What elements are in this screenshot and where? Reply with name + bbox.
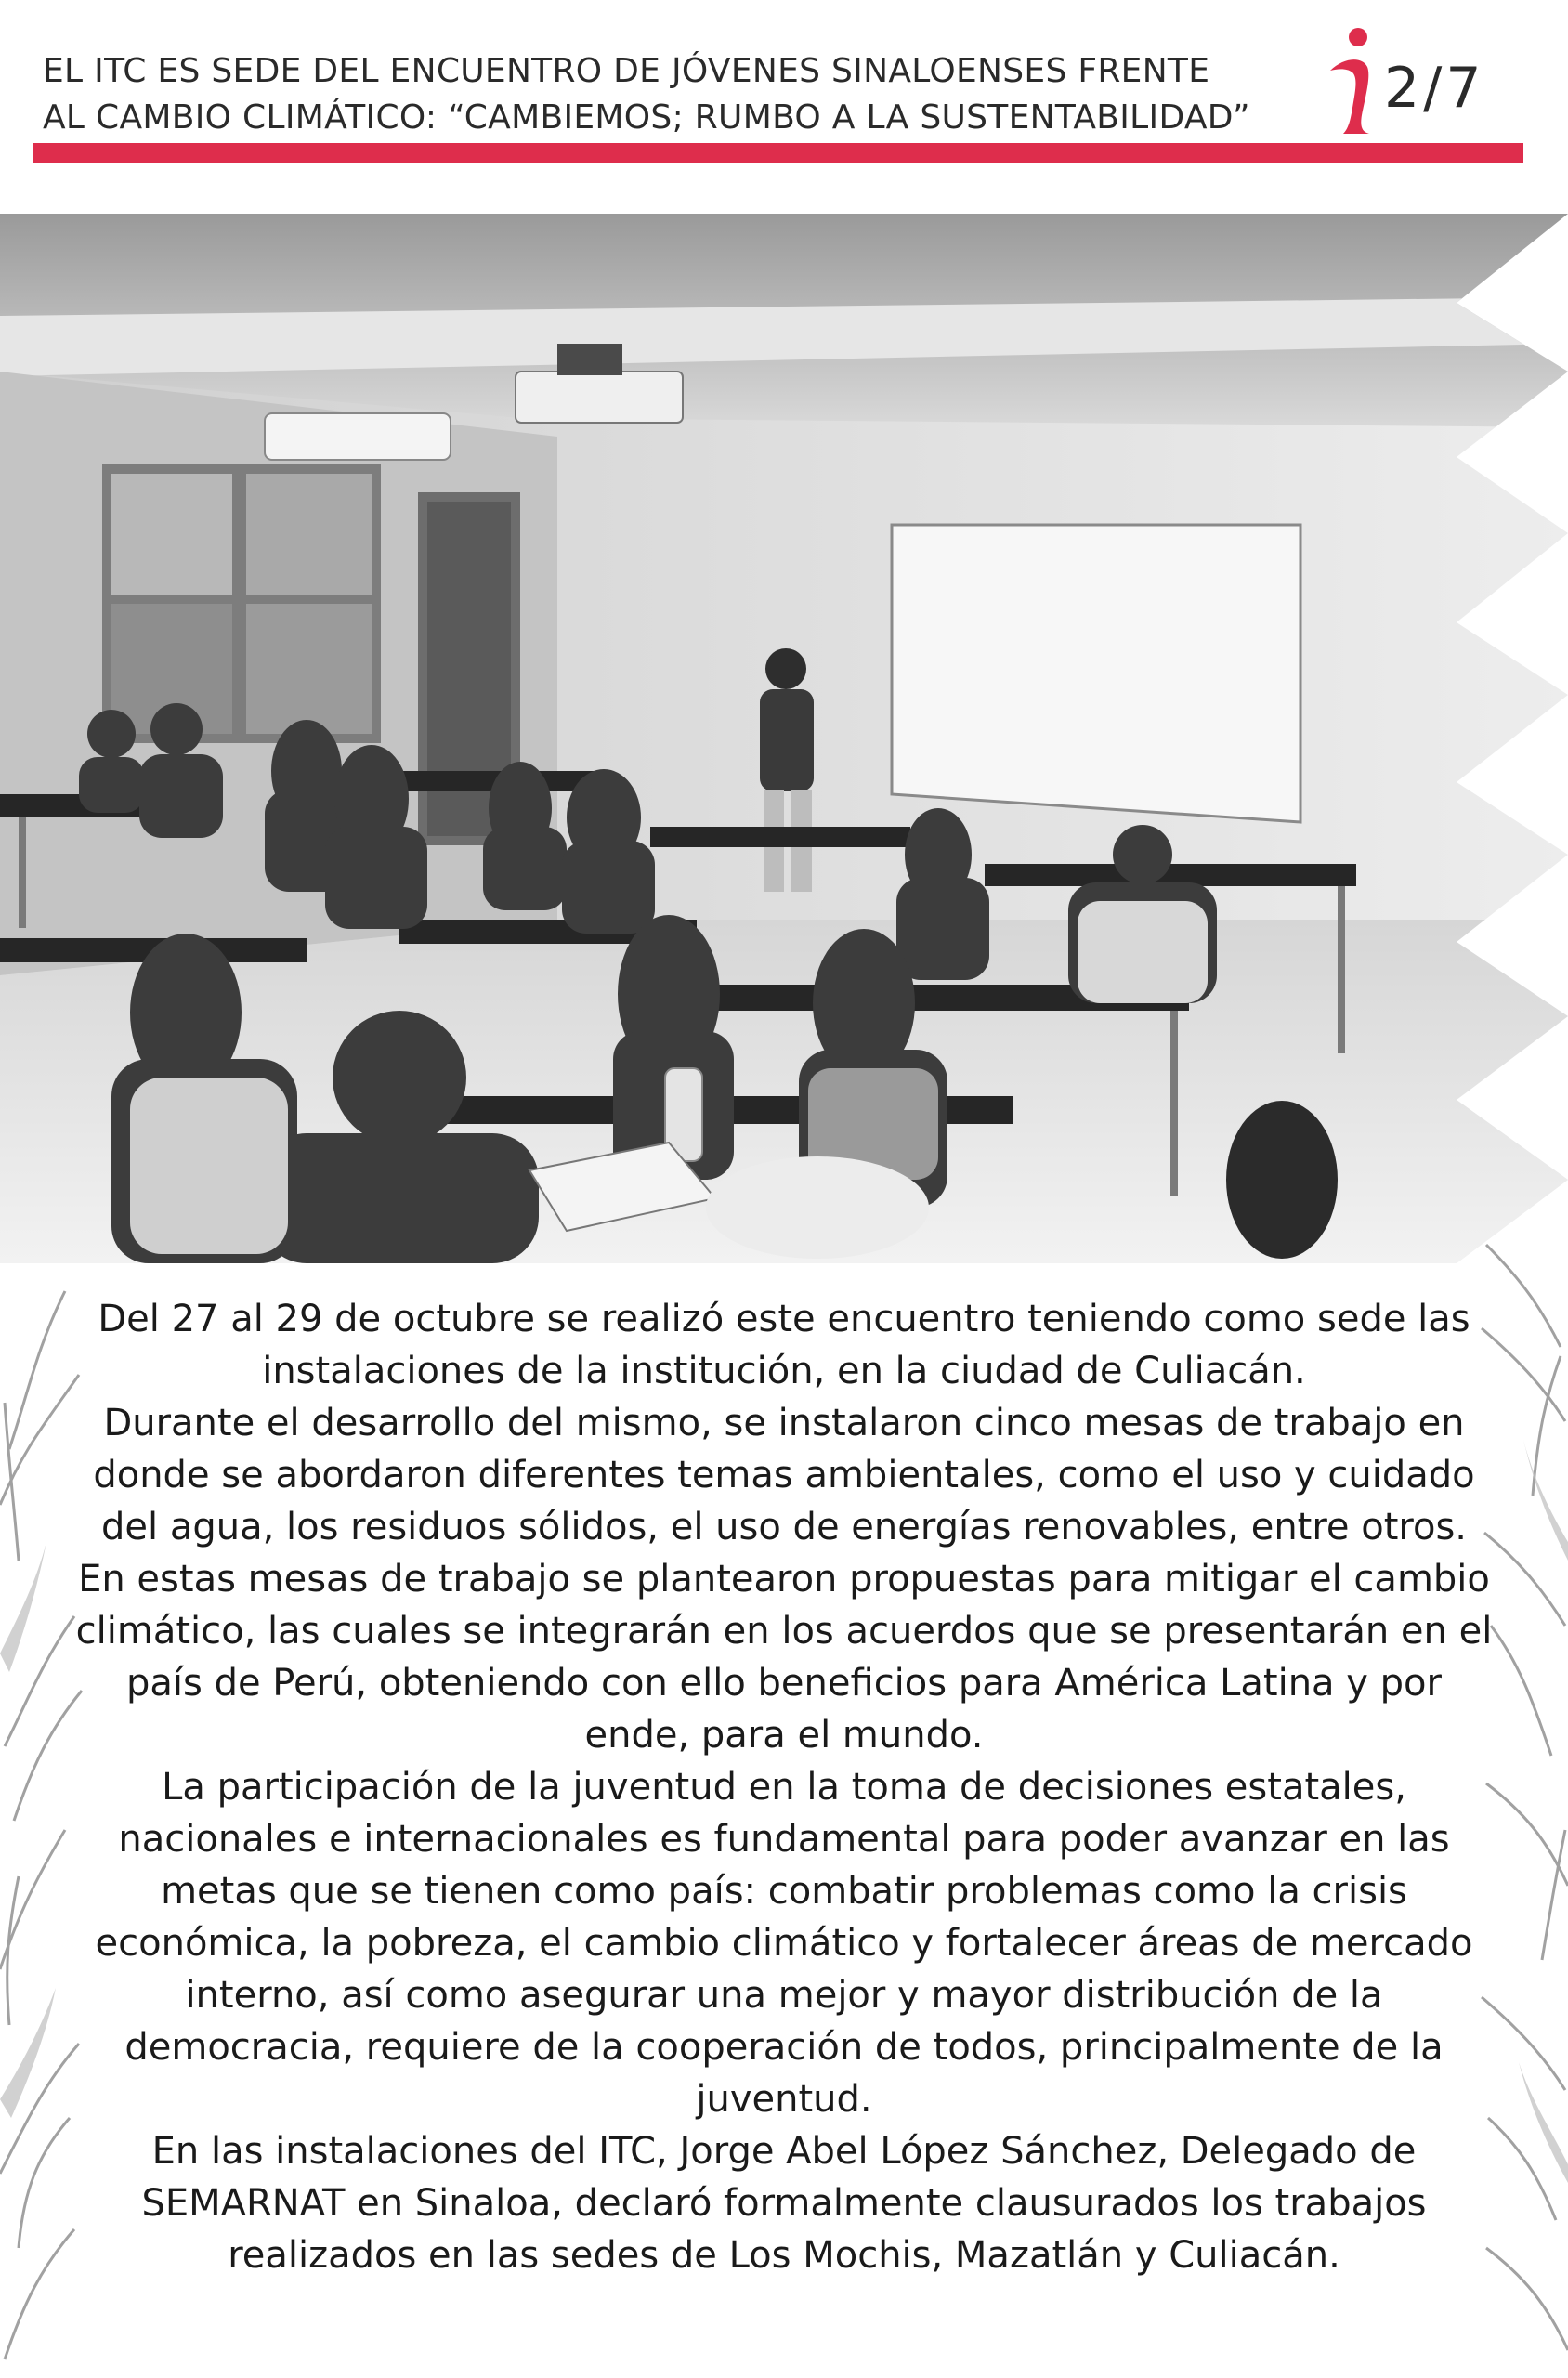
classroom-photo [0,214,1568,1263]
header-accent-rule [33,143,1523,163]
article-body [74,1293,1494,2281]
title-line-1: EL ITC ES SEDE DEL ENCUENTRO DE JÓVENES SINALOENSES FRENTE [43,52,1210,90]
page-title [43,48,1325,141]
article-paragraph-4: En las instalaciones del ITC, Jorge Abel López Sánchez, Delegado de SEMARNAT en Sinaloa, declaró formalmente clausurados los trabajos realizados en las sedes de Los Mochis, Mazatlán y Culiacán. [141,2130,1427,2277]
article-paragraph-1: Del 27 al 29 de octubre se realizó este encuentro teniendo como sede las instalaciones de la institución, en la ciudad de Culiacán. [98,1298,1470,1392]
page-indicator: 2/7 [1384,56,1485,121]
article-paragraph-3: La participación de la juventud en la toma de decisiones estatales, nacionales e internacionales es fundamental para poder avanzar en las metas que se tienen como país: combatir problemas como la crisis económica, la pobreza, el cambio climático y fortalecer áreas de mercado interno, así como asegurar una mejor y mayor distribución de la democracia, requiere de la cooperación de todos, principalmente de la juventud. [95,1766,1473,2121]
info-logo-icon [1325,26,1382,137]
grass-decoration-left [0,1263,84,2378]
article-paragraph-2: Durante el desarrollo del mismo, se instalaron cinco mesas de trabajo en donde se abordaron diferentes temas ambientales, como el uso y cuidado del agua, los residuos sólidos, el uso de energías renovables, entre otros. En estas mesas de trabajo se plantearon propuestas para mitigar el cambio climático, las cuales se integrarán en los acuerdos que se presentarán en el país de Perú, obteniendo con ello beneficios para América Latina y por ende, para el mundo. [75,1402,1493,1757]
page-header [0,0,1568,176]
title-line-2: AL CAMBIO CLIMÁTICO: “CAMBIEMOS; RUMBO A LA SUSTENTABILIDAD” [43,98,1250,137]
